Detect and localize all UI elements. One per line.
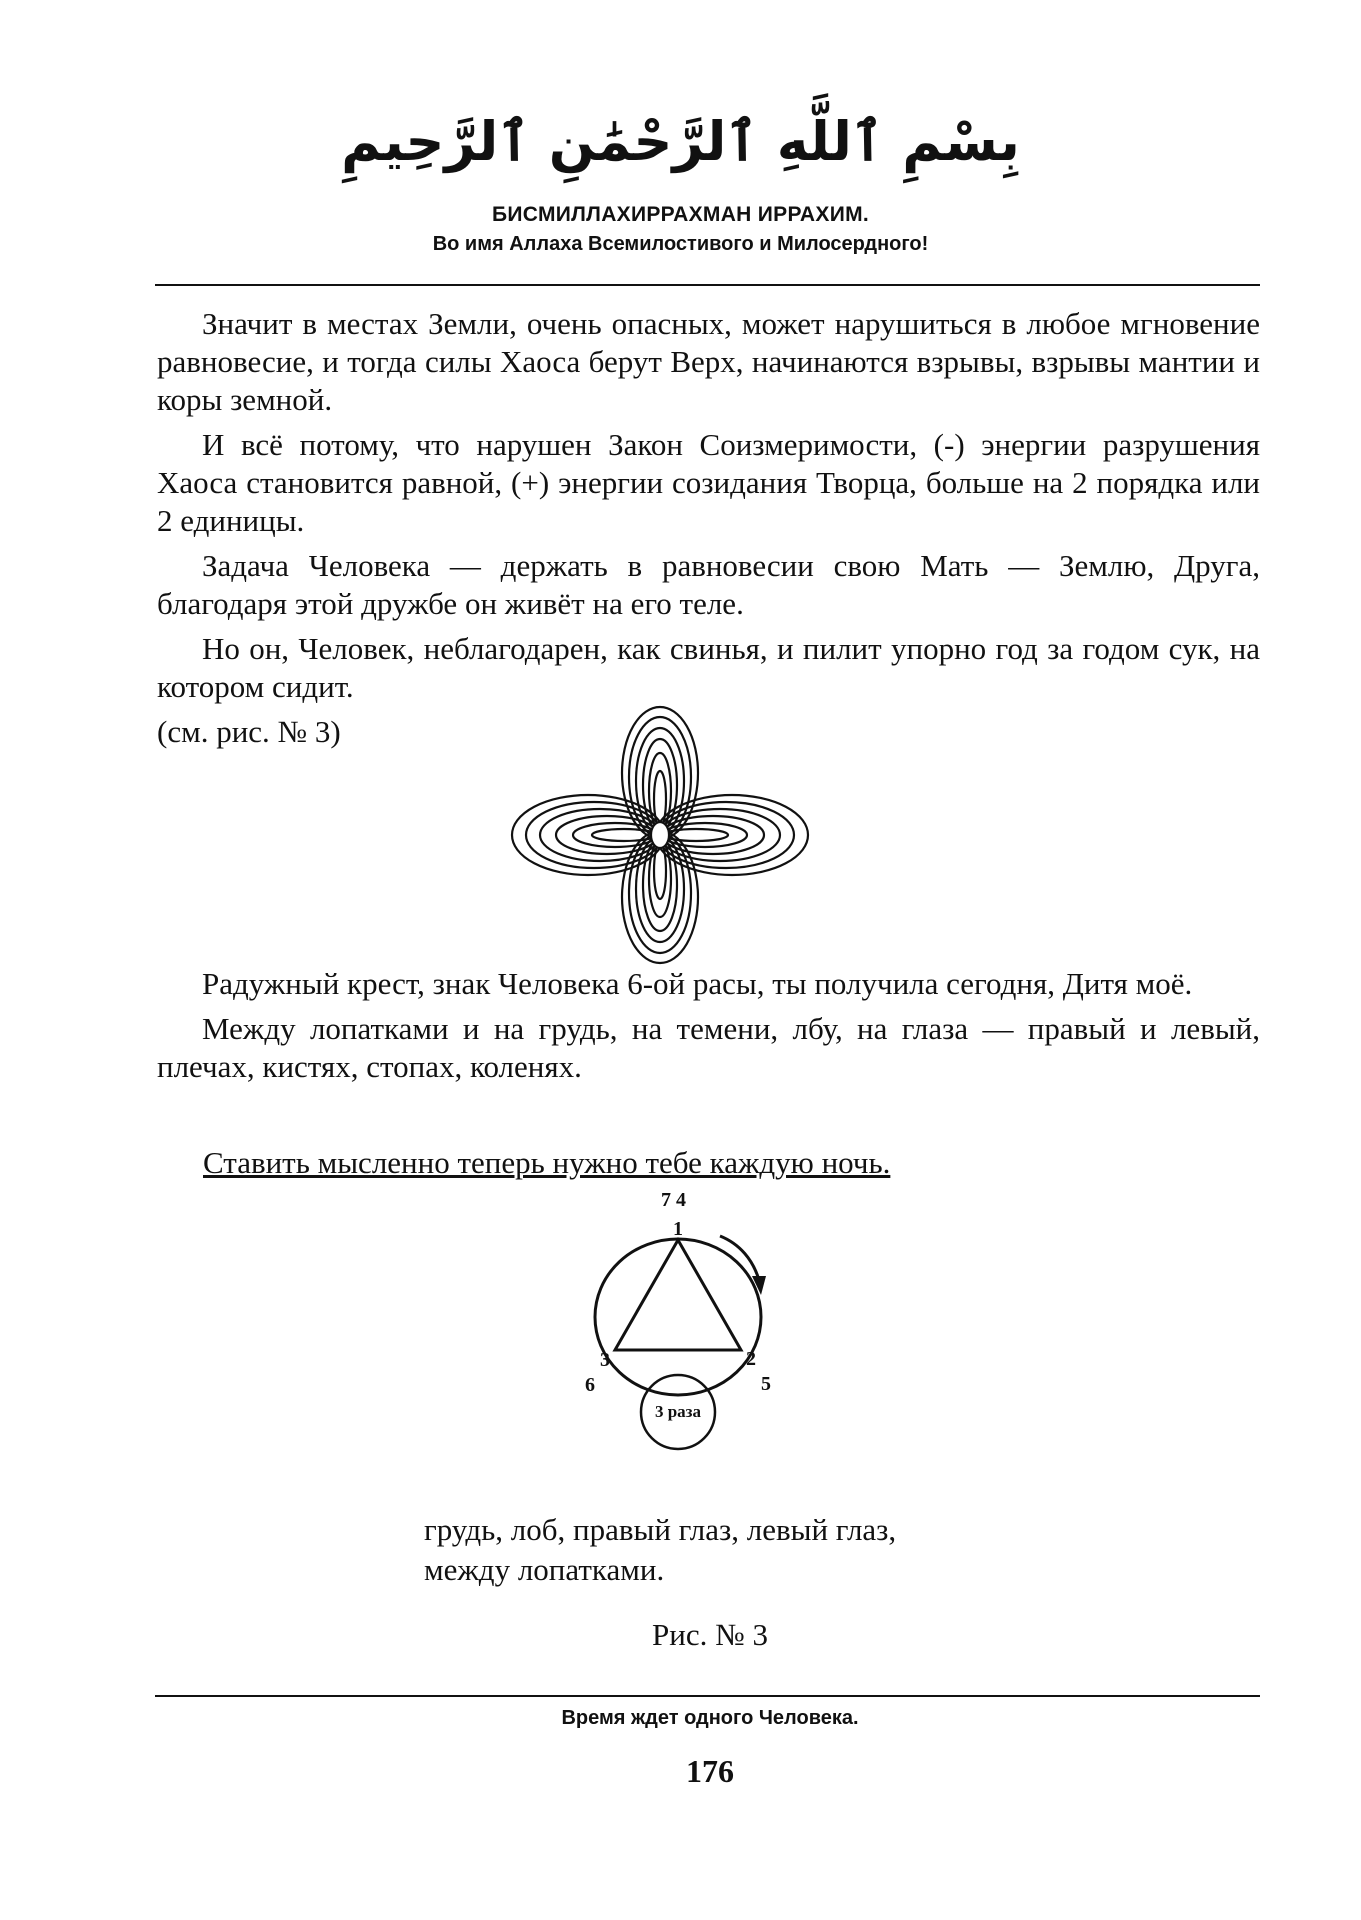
diagram-label-vertex-2: 2 [746, 1348, 756, 1370]
figure-caption-text [424, 1510, 896, 1590]
diagram-label-outer-5: 5 [761, 1373, 771, 1395]
outer-circle [595, 1239, 761, 1395]
triangle [615, 1240, 741, 1350]
diagram-label-vertex-3: 3 [600, 1349, 610, 1371]
arabic-calligraphy: بِسْمِ ٱللَّهِ ٱلرَّحْمَٰنِ ٱلرَّحِيمِ [341, 110, 1020, 173]
repeat-count-label: 3 раза [654, 1402, 702, 1421]
text-block-2 [157, 965, 1260, 1093]
caption-line: грудь, лоб, правый глаз, левый глаз, [424, 1512, 897, 1547]
figure-label: Рис. № 3 [652, 1617, 768, 1652]
petal-left [512, 795, 664, 875]
caption-line: между лопатками. [424, 1552, 665, 1587]
footer-divider [155, 1695, 1260, 1697]
paragraph: Между лопатками и на грудь, на темени, лбу, на глаза — правый и левый, плечах, кистях, стопах, коленях. [157, 1011, 1260, 1084]
footer-text: Время ждет одного Человека. [561, 1707, 859, 1729]
text-block-1 [157, 305, 1260, 758]
header-divider [155, 284, 1260, 286]
rainbow-cross-figure [510, 705, 810, 965]
paragraph: И всё потому, что нарушен Закон Соизмеримости, (-) энергии разрушения Хаоса становится равной, (+) энергии созидания Творца, больше на 2 порядка или 2 единицы. [157, 427, 1260, 538]
page-number: 176 [686, 1753, 734, 1789]
page-header-subtitle: Во имя Аллаха Всемилостивого и Милосердного! [432, 233, 929, 255]
paragraph: Радужный крест, знак Человека 6-ой расы, ты получила сегодня, Дитя моё. [202, 966, 1193, 1001]
clockwise-arrow [720, 1236, 759, 1280]
diagram-label-outer-6: 6 [585, 1374, 595, 1396]
diagram-label-vertex-1: 1 [673, 1218, 683, 1240]
paragraph: Задача Человека — держать в равновесии свою Мать — Землю, Друга, благодаря этой дружбе он живёт на его теле. [157, 548, 1260, 621]
figure-reference: (см. рис. № 3) [157, 714, 341, 749]
paragraph: Но он, Человек, неблагодарен, как свинья, и пилит упорно год за годом сук, на котором сидит. [157, 631, 1260, 704]
diagram-label-top: 7 4 [661, 1189, 686, 1211]
underlined-instruction: Ставить мысленно теперь нужно тебе каждую ночь. [203, 1145, 891, 1180]
petal-right [656, 795, 808, 875]
circle-triangle-diagram [560, 1180, 800, 1470]
page-header-title: БИСМИЛЛАХИРРАХМАН ИРРАХИМ. [491, 203, 870, 226]
paragraph: Значит в местах Земли, очень опасных, может нарушиться в любое мгновение равновесие, и тогда силы Хаоса берут Верх, начинаются взрывы, взрывы мантии и коры земной. [157, 306, 1260, 417]
